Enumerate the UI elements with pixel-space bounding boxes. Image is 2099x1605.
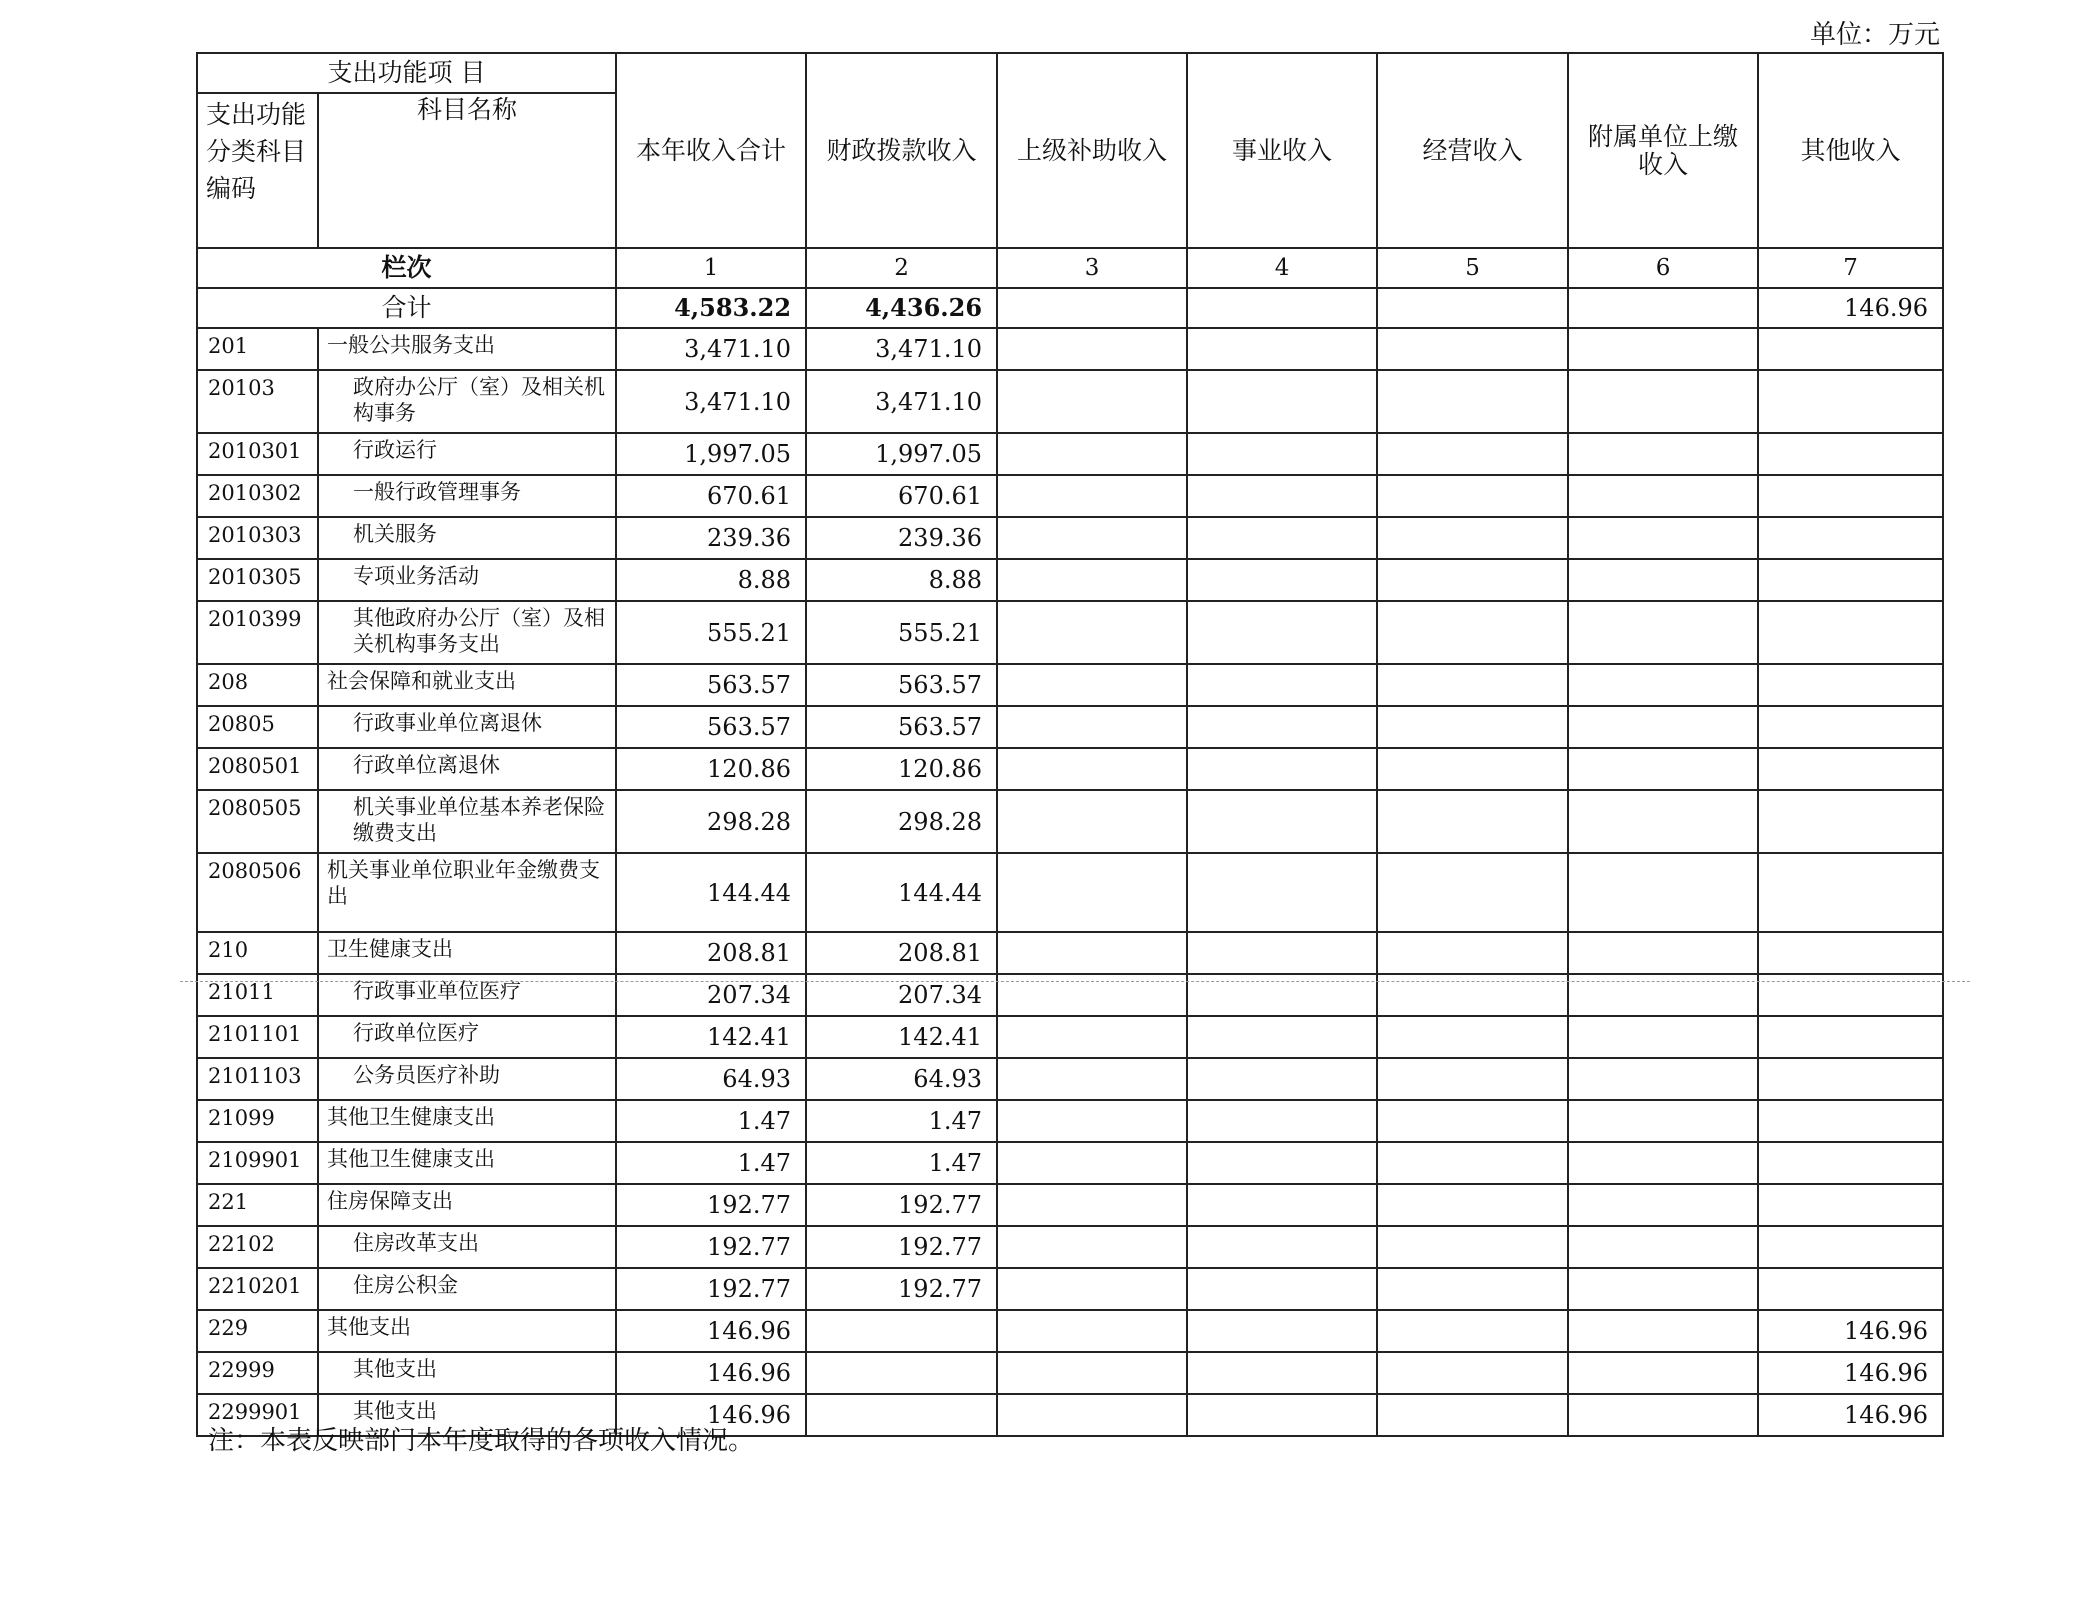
- row-code: 22999: [197, 1352, 318, 1394]
- table-row: [197, 1226, 1943, 1268]
- table-row: [197, 1352, 1943, 1394]
- table-row: [197, 370, 1943, 433]
- row-value: [1568, 748, 1758, 790]
- row-value: 142.41: [806, 1016, 997, 1058]
- table-row: [197, 1016, 1943, 1058]
- table-row: [197, 1268, 1943, 1310]
- row-value: 192.77: [806, 1268, 997, 1310]
- row-value: [1568, 1184, 1758, 1226]
- row-name: 其他支出: [318, 1394, 616, 1436]
- row-value: [1377, 601, 1568, 664]
- row-value: [1187, 1310, 1377, 1352]
- column-number: 4: [1187, 248, 1377, 288]
- row-value: 670.61: [616, 475, 806, 517]
- row-value: [1187, 475, 1377, 517]
- row-value: 192.77: [806, 1184, 997, 1226]
- total-value: 4,436.26: [806, 288, 997, 328]
- row-value: [1187, 601, 1377, 664]
- row-code: 2101101: [197, 1016, 318, 1058]
- row-value: [1377, 370, 1568, 433]
- row-value: 208.81: [806, 932, 997, 974]
- row-code: 2010399: [197, 601, 318, 664]
- row-name: 住房公积金: [318, 1268, 616, 1310]
- table-row: [197, 475, 1943, 517]
- row-value: 144.44: [616, 853, 806, 932]
- table-row: [197, 517, 1943, 559]
- row-name: 卫生健康支出: [318, 932, 616, 974]
- row-value: [1187, 1394, 1377, 1436]
- col-header-affiliated-income: 附属单位上缴收入: [1568, 53, 1758, 248]
- row-value: [1377, 517, 1568, 559]
- row-value: 144.44: [806, 853, 997, 932]
- row-value: [1187, 664, 1377, 706]
- row-value: [1187, 748, 1377, 790]
- row-value: [1187, 517, 1377, 559]
- row-value: 8.88: [806, 559, 997, 601]
- table-row: [197, 1100, 1943, 1142]
- row-value: 3,471.10: [616, 370, 806, 433]
- row-value: [997, 475, 1187, 517]
- row-value: [1758, 664, 1943, 706]
- row-value: [1568, 706, 1758, 748]
- row-value: [1187, 328, 1377, 370]
- total-value: 146.96: [1758, 288, 1943, 328]
- col-header-business-income: 事业收入: [1187, 53, 1377, 248]
- row-name: 行政单位医疗: [318, 1016, 616, 1058]
- row-name: 一般公共服务支出: [318, 328, 616, 370]
- row-value: [1187, 1184, 1377, 1226]
- row-value: [1377, 1100, 1568, 1142]
- row-value: [1758, 1142, 1943, 1184]
- total-value: [1377, 288, 1568, 328]
- row-name: 公务员医疗补助: [318, 1058, 616, 1100]
- row-name: 政府办公厅（室）及相关机构事务: [318, 370, 616, 433]
- row-value: [806, 1352, 997, 1394]
- column-index-label: 栏次: [197, 248, 616, 288]
- col-header-superior-subsidy: 上级补助收入: [997, 53, 1187, 248]
- row-code: 21099: [197, 1100, 318, 1142]
- col-header-fiscal-allocation: 财政拨款收入: [806, 53, 997, 248]
- row-value: 146.96: [616, 1394, 806, 1436]
- row-value: 1,997.05: [806, 433, 997, 475]
- row-value: 3,471.10: [616, 328, 806, 370]
- row-value: [1758, 1184, 1943, 1226]
- row-code: 229: [197, 1310, 318, 1352]
- row-value: [997, 932, 1187, 974]
- row-name: 一般行政管理事务: [318, 475, 616, 517]
- row-value: [1377, 853, 1568, 932]
- row-value: [997, 1268, 1187, 1310]
- row-value: 207.34: [616, 974, 806, 1016]
- row-value: [1568, 601, 1758, 664]
- row-code: 21011: [197, 974, 318, 1016]
- code-header: 支出功能分类科目编码: [197, 93, 318, 248]
- row-value: 207.34: [806, 974, 997, 1016]
- row-name: 机关事业单位职业年金缴费支出: [318, 853, 616, 932]
- row-name: 专项业务活动: [318, 559, 616, 601]
- row-value: [1568, 559, 1758, 601]
- col-header-total-income: 本年收入合计: [616, 53, 806, 248]
- table-row: [197, 706, 1943, 748]
- table-row: [197, 664, 1943, 706]
- total-row: [197, 288, 1943, 328]
- row-value: [1187, 559, 1377, 601]
- header-row-top: [197, 53, 1943, 93]
- row-value: [1377, 328, 1568, 370]
- table-row: [197, 748, 1943, 790]
- row-name: 行政运行: [318, 433, 616, 475]
- row-value: [1568, 1226, 1758, 1268]
- row-value: [997, 1058, 1187, 1100]
- row-value: [1377, 1352, 1568, 1394]
- row-value: [1377, 664, 1568, 706]
- row-value: [1568, 517, 1758, 559]
- row-value: [1187, 1100, 1377, 1142]
- row-value: [1758, 853, 1943, 932]
- row-name: 住房改革支出: [318, 1226, 616, 1268]
- row-value: [1568, 1352, 1758, 1394]
- row-value: [1758, 1226, 1943, 1268]
- column-number: 5: [1377, 248, 1568, 288]
- row-value: 1.47: [806, 1142, 997, 1184]
- row-name: 行政事业单位离退休: [318, 706, 616, 748]
- row-name: 行政单位离退休: [318, 748, 616, 790]
- row-value: [1377, 1394, 1568, 1436]
- row-code: 2210201: [197, 1268, 318, 1310]
- table-row: [197, 790, 1943, 853]
- row-value: [1568, 1394, 1758, 1436]
- row-code: 201: [197, 328, 318, 370]
- row-value: [997, 1184, 1187, 1226]
- row-value: [806, 1394, 997, 1436]
- row-value: [1187, 370, 1377, 433]
- row-value: 670.61: [806, 475, 997, 517]
- column-number: 2: [806, 248, 997, 288]
- row-code: 2010303: [197, 517, 318, 559]
- total-value: 4,583.22: [616, 288, 806, 328]
- row-value: 192.77: [616, 1184, 806, 1226]
- row-value: [997, 1142, 1187, 1184]
- row-value: [997, 370, 1187, 433]
- row-value: [1568, 1100, 1758, 1142]
- row-value: 64.93: [616, 1058, 806, 1100]
- row-value: 1.47: [616, 1100, 806, 1142]
- total-value: [1187, 288, 1377, 328]
- row-value: 120.86: [806, 748, 997, 790]
- row-value: [1758, 932, 1943, 974]
- row-value: [1187, 1226, 1377, 1268]
- table-row: [197, 932, 1943, 974]
- row-name: 住房保障支出: [318, 1184, 616, 1226]
- row-value: [1377, 559, 1568, 601]
- row-value: [997, 1310, 1187, 1352]
- row-value: [1187, 706, 1377, 748]
- table-row: [197, 853, 1943, 932]
- row-value: [1758, 1058, 1943, 1100]
- row-value: [997, 853, 1187, 932]
- row-code: 2010301: [197, 433, 318, 475]
- row-value: 3,471.10: [806, 328, 997, 370]
- row-value: [997, 1100, 1187, 1142]
- row-name: 社会保障和就业支出: [318, 664, 616, 706]
- row-code: 22102: [197, 1226, 318, 1268]
- row-value: 555.21: [806, 601, 997, 664]
- row-name: 机关服务: [318, 517, 616, 559]
- column-number: 7: [1758, 248, 1943, 288]
- row-code: 2080505: [197, 790, 318, 853]
- row-value: 120.86: [616, 748, 806, 790]
- row-value: [1187, 790, 1377, 853]
- row-value: [997, 706, 1187, 748]
- row-value: 239.36: [806, 517, 997, 559]
- row-value: [1377, 790, 1568, 853]
- row-code: 2010302: [197, 475, 318, 517]
- row-value: 563.57: [806, 664, 997, 706]
- row-value: 1,997.05: [616, 433, 806, 475]
- table-row: [197, 559, 1943, 601]
- row-value: [997, 1394, 1187, 1436]
- row-value: 3,471.10: [806, 370, 997, 433]
- column-number: 6: [1568, 248, 1758, 288]
- row-value: [1758, 1016, 1943, 1058]
- row-value: 298.28: [616, 790, 806, 853]
- row-code: 20103: [197, 370, 318, 433]
- row-value: [1568, 790, 1758, 853]
- row-value: 298.28: [806, 790, 997, 853]
- row-value: [997, 433, 1187, 475]
- row-value: 142.41: [616, 1016, 806, 1058]
- row-value: [1377, 1016, 1568, 1058]
- row-value: [1377, 1142, 1568, 1184]
- row-value: [997, 559, 1187, 601]
- row-value: [1758, 790, 1943, 853]
- row-value: [997, 328, 1187, 370]
- row-value: [997, 1226, 1187, 1268]
- row-value: [1187, 932, 1377, 974]
- row-value: [1568, 1016, 1758, 1058]
- row-value: [1758, 328, 1943, 370]
- row-code: 2080501: [197, 748, 318, 790]
- row-value: [1568, 664, 1758, 706]
- row-value: [1568, 370, 1758, 433]
- row-value: 8.88: [616, 559, 806, 601]
- row-value: [1568, 328, 1758, 370]
- row-value: [1377, 475, 1568, 517]
- row-value: [1187, 1058, 1377, 1100]
- row-value: [1377, 706, 1568, 748]
- row-code: 2109901: [197, 1142, 318, 1184]
- total-value: [997, 288, 1187, 328]
- row-value: [1758, 1268, 1943, 1310]
- unit-label: 单位：万元: [1809, 20, 1940, 50]
- table-row: [197, 433, 1943, 475]
- row-value: [1377, 932, 1568, 974]
- row-value: [1568, 1058, 1758, 1100]
- row-value: [1568, 932, 1758, 974]
- column-number: 3: [997, 248, 1187, 288]
- row-name: 其他支出: [318, 1352, 616, 1394]
- row-value: [997, 790, 1187, 853]
- row-value: [1758, 559, 1943, 601]
- row-value: 239.36: [616, 517, 806, 559]
- row-value: [1758, 601, 1943, 664]
- row-value: 563.57: [806, 706, 997, 748]
- col-header-other-income: 其他收入: [1758, 53, 1943, 248]
- row-value: [1377, 433, 1568, 475]
- row-value: 192.77: [806, 1226, 997, 1268]
- page-break-line: [180, 981, 1970, 982]
- row-value: 1.47: [806, 1100, 997, 1142]
- row-value: 64.93: [806, 1058, 997, 1100]
- row-name: 其他卫生健康支出: [318, 1100, 616, 1142]
- row-value: 146.96: [1758, 1394, 1943, 1436]
- row-value: 563.57: [616, 706, 806, 748]
- row-value: [1758, 433, 1943, 475]
- row-code: 210: [197, 932, 318, 974]
- row-value: [1758, 517, 1943, 559]
- row-value: [1758, 1100, 1943, 1142]
- row-value: 192.77: [616, 1268, 806, 1310]
- table-row: [197, 601, 1943, 664]
- row-name: 机关事业单位基本养老保险缴费支出: [318, 790, 616, 853]
- row-value: [1187, 853, 1377, 932]
- row-value: [1568, 433, 1758, 475]
- row-value: 146.96: [616, 1352, 806, 1394]
- row-value: [1568, 1142, 1758, 1184]
- row-code: 221: [197, 1184, 318, 1226]
- total-value: [1568, 288, 1758, 328]
- row-value: [1377, 1268, 1568, 1310]
- row-value: 146.96: [616, 1310, 806, 1352]
- row-value: [997, 664, 1187, 706]
- row-value: [997, 1016, 1187, 1058]
- row-code: 2101103: [197, 1058, 318, 1100]
- row-value: 1.47: [616, 1142, 806, 1184]
- name-header: 科目名称: [318, 93, 616, 248]
- row-code: 2080506: [197, 853, 318, 932]
- table-row: [197, 1058, 1943, 1100]
- row-name: 其他卫生健康支出: [318, 1142, 616, 1184]
- column-number: 1: [616, 248, 806, 288]
- row-name: 其他支出: [318, 1310, 616, 1352]
- total-label: 合计: [197, 288, 616, 328]
- table-row: [197, 328, 1943, 370]
- row-value: [1377, 1226, 1568, 1268]
- row-value: [1568, 853, 1758, 932]
- row-value: [1568, 1268, 1758, 1310]
- row-value: [1568, 475, 1758, 517]
- row-value: 563.57: [616, 664, 806, 706]
- row-value: 555.21: [616, 601, 806, 664]
- row-value: [1377, 1310, 1568, 1352]
- row-value: [1758, 370, 1943, 433]
- row-value: [997, 1352, 1187, 1394]
- function-item-header: 支出功能项 目: [197, 53, 616, 93]
- row-value: [1758, 475, 1943, 517]
- row-value: 146.96: [1758, 1352, 1943, 1394]
- row-value: [806, 1310, 997, 1352]
- row-code: 20805: [197, 706, 318, 748]
- row-value: [1187, 1268, 1377, 1310]
- table-row: [197, 1310, 1943, 1352]
- row-value: [1377, 1058, 1568, 1100]
- row-value: [1187, 1142, 1377, 1184]
- row-value: [1758, 706, 1943, 748]
- row-value: 146.96: [1758, 1310, 1943, 1352]
- row-name: 行政事业单位医疗: [318, 974, 616, 1016]
- row-value: 208.81: [616, 932, 806, 974]
- row-value: [1758, 748, 1943, 790]
- row-code: 2010305: [197, 559, 318, 601]
- row-value: [1568, 1310, 1758, 1352]
- row-value: [1377, 1184, 1568, 1226]
- column-number-row: [197, 248, 1943, 288]
- row-value: [997, 601, 1187, 664]
- row-value: [1187, 433, 1377, 475]
- table-row: [197, 1184, 1943, 1226]
- table-row: [197, 1142, 1943, 1184]
- row-name: 其他政府办公厅（室）及相关机构事务支出: [318, 601, 616, 664]
- row-value: [1377, 748, 1568, 790]
- income-table: [196, 52, 1944, 1437]
- row-value: [1187, 1016, 1377, 1058]
- row-code: 208: [197, 664, 318, 706]
- row-value: [1187, 1352, 1377, 1394]
- row-code: 2299901: [197, 1394, 318, 1436]
- row-value: [997, 517, 1187, 559]
- col-header-operating-income: 经营收入: [1377, 53, 1568, 248]
- row-value: 192.77: [616, 1226, 806, 1268]
- row-value: [997, 748, 1187, 790]
- table-note: 注：本表反映部门本年度取得的各项收入情况。: [208, 1426, 755, 1456]
